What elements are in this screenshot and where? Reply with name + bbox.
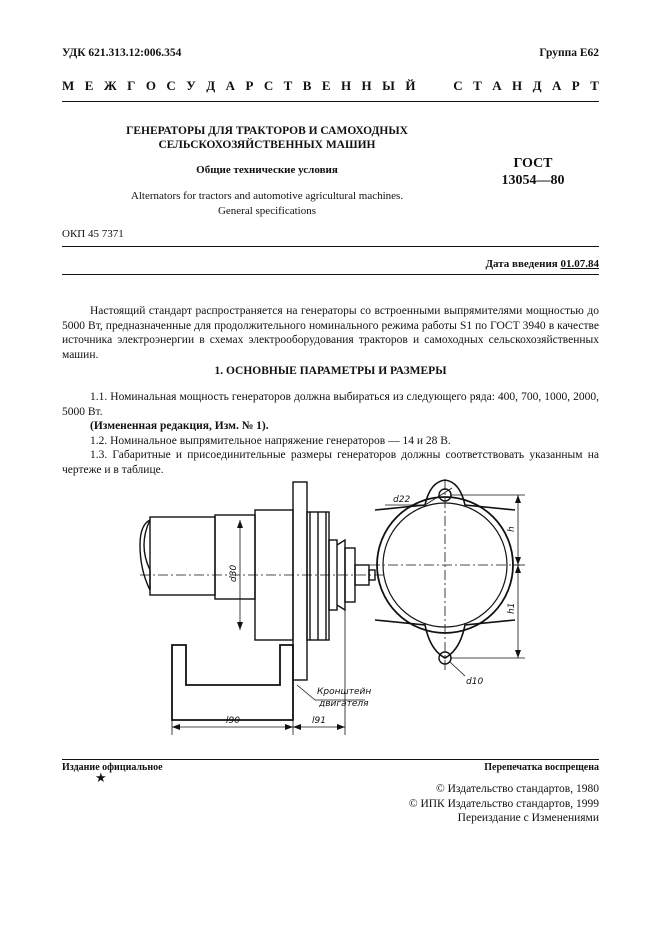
banner-letter: О	[145, 78, 156, 93]
group-code: Группа Е62	[539, 47, 599, 59]
banner-letter: Ы	[382, 78, 395, 93]
banner-letter: У	[186, 78, 196, 93]
banner-letter: Й	[405, 78, 416, 93]
banner-letter: Т	[283, 78, 293, 93]
reprint-notice: Перепечатка воспрещена	[484, 762, 599, 773]
bracket-label-2: двигателя	[319, 699, 369, 709]
dim-l90: l90	[226, 716, 240, 726]
bracket-label-1: Кронштейн	[317, 687, 372, 697]
copyright-1980: © Издательство стандартов, 1980	[435, 783, 599, 795]
banner-letter: С	[453, 78, 463, 93]
banner-letter: Д	[206, 78, 216, 93]
clause-1-3: 1.3. Габаритные и присоединительные размеры генераторов должны соответствовать указанным на чертеже и в таблице.	[62, 449, 599, 476]
okp-code: ОКП 45 7371	[62, 228, 124, 240]
gost-number: 13054—80	[501, 173, 565, 188]
copyright-1999: © ИПК Издательство стандартов, 1999	[408, 797, 599, 810]
banner-letter: В	[302, 78, 312, 93]
copyright-block	[409, 782, 599, 826]
banner-letter: М	[62, 78, 75, 93]
banner-letter: Ж	[103, 78, 117, 93]
banner-letter: Т	[590, 78, 599, 93]
banner-letter: А	[492, 78, 502, 93]
banner-letter: Р	[245, 78, 254, 93]
clause-1-1: 1.1. Номинальная мощность генераторов должна выбираться из следующего ряда: 400, 700, 1000, 2000, 5000 Вт.	[62, 391, 599, 418]
english-title-line-2: General specifications	[217, 205, 317, 217]
clause-1-1-note: (Измененная редакция, Изм. № 1).	[90, 420, 269, 432]
banner-letter: А	[551, 78, 562, 93]
intro-text: Настоящий стандарт распространяется на генераторы со встроенными выпрямителями мощностью до 5000 Вт, предназначенные для продолжительного номинального режима работы S1 по ГОСТ 3940 в качестве источника электроэнергии в схемах электрооборудования тракторов и самоходных сельскохозяйственных машин.	[62, 305, 599, 361]
banner-letter: Е	[84, 78, 94, 93]
udk-code: УДК 621.313.12:006.354	[62, 47, 182, 59]
banner-letter: Н	[340, 78, 352, 93]
dim-l91: l91	[312, 716, 326, 726]
banner-letter: Н	[361, 78, 372, 93]
banner-letter: С	[166, 78, 176, 93]
document-subtitle: Общие технические условия	[196, 164, 338, 176]
star-icon: ★	[95, 770, 107, 785]
english-title-line-1: Alternators for tractors and automotive agricultural machines.	[130, 190, 404, 202]
banner-letter: С	[263, 78, 274, 93]
banner-letter: А	[225, 78, 235, 93]
banner-letter: Т	[473, 78, 482, 93]
dim-d10: d10	[466, 677, 484, 687]
section-heading: 1. ОСНОВНЫЕ ПАРАМЕТРЫ И РАЗМЕРЫ	[214, 365, 447, 377]
gost-label: ГОСТ	[513, 156, 553, 171]
dim-h1: h1	[507, 602, 517, 614]
clause-1-2: 1.2. Номинальное выпрямительное напряжение генераторов — 14 и 28 В.	[90, 434, 451, 447]
dim-d30: d30	[229, 564, 239, 582]
dim-h: h	[507, 526, 517, 532]
reissue-note: Переиздание с Изменениями	[457, 812, 599, 824]
banner-letter: Е	[321, 78, 331, 93]
banner-letter: Р	[571, 78, 580, 93]
effective-date-value: 01.07.84	[560, 258, 599, 270]
title-line-1: ГЕНЕРАТОРЫ ДЛЯ ТРАКТОРОВ И САМОХОДНЫХ	[126, 125, 408, 137]
title-line-2: СЕЛЬСКОХОЗЯЙСТВЕННЫХ МАШИН	[158, 139, 376, 151]
footer-rule	[62, 759, 599, 760]
banner-letter: Д	[532, 78, 542, 93]
banner-letter: Г	[127, 78, 136, 93]
dim-d22: d22	[393, 495, 411, 505]
effective-date-label: Дата введения	[485, 258, 558, 270]
banner-letter: Н	[512, 78, 523, 93]
official-edition: Издание официальное	[62, 762, 163, 773]
